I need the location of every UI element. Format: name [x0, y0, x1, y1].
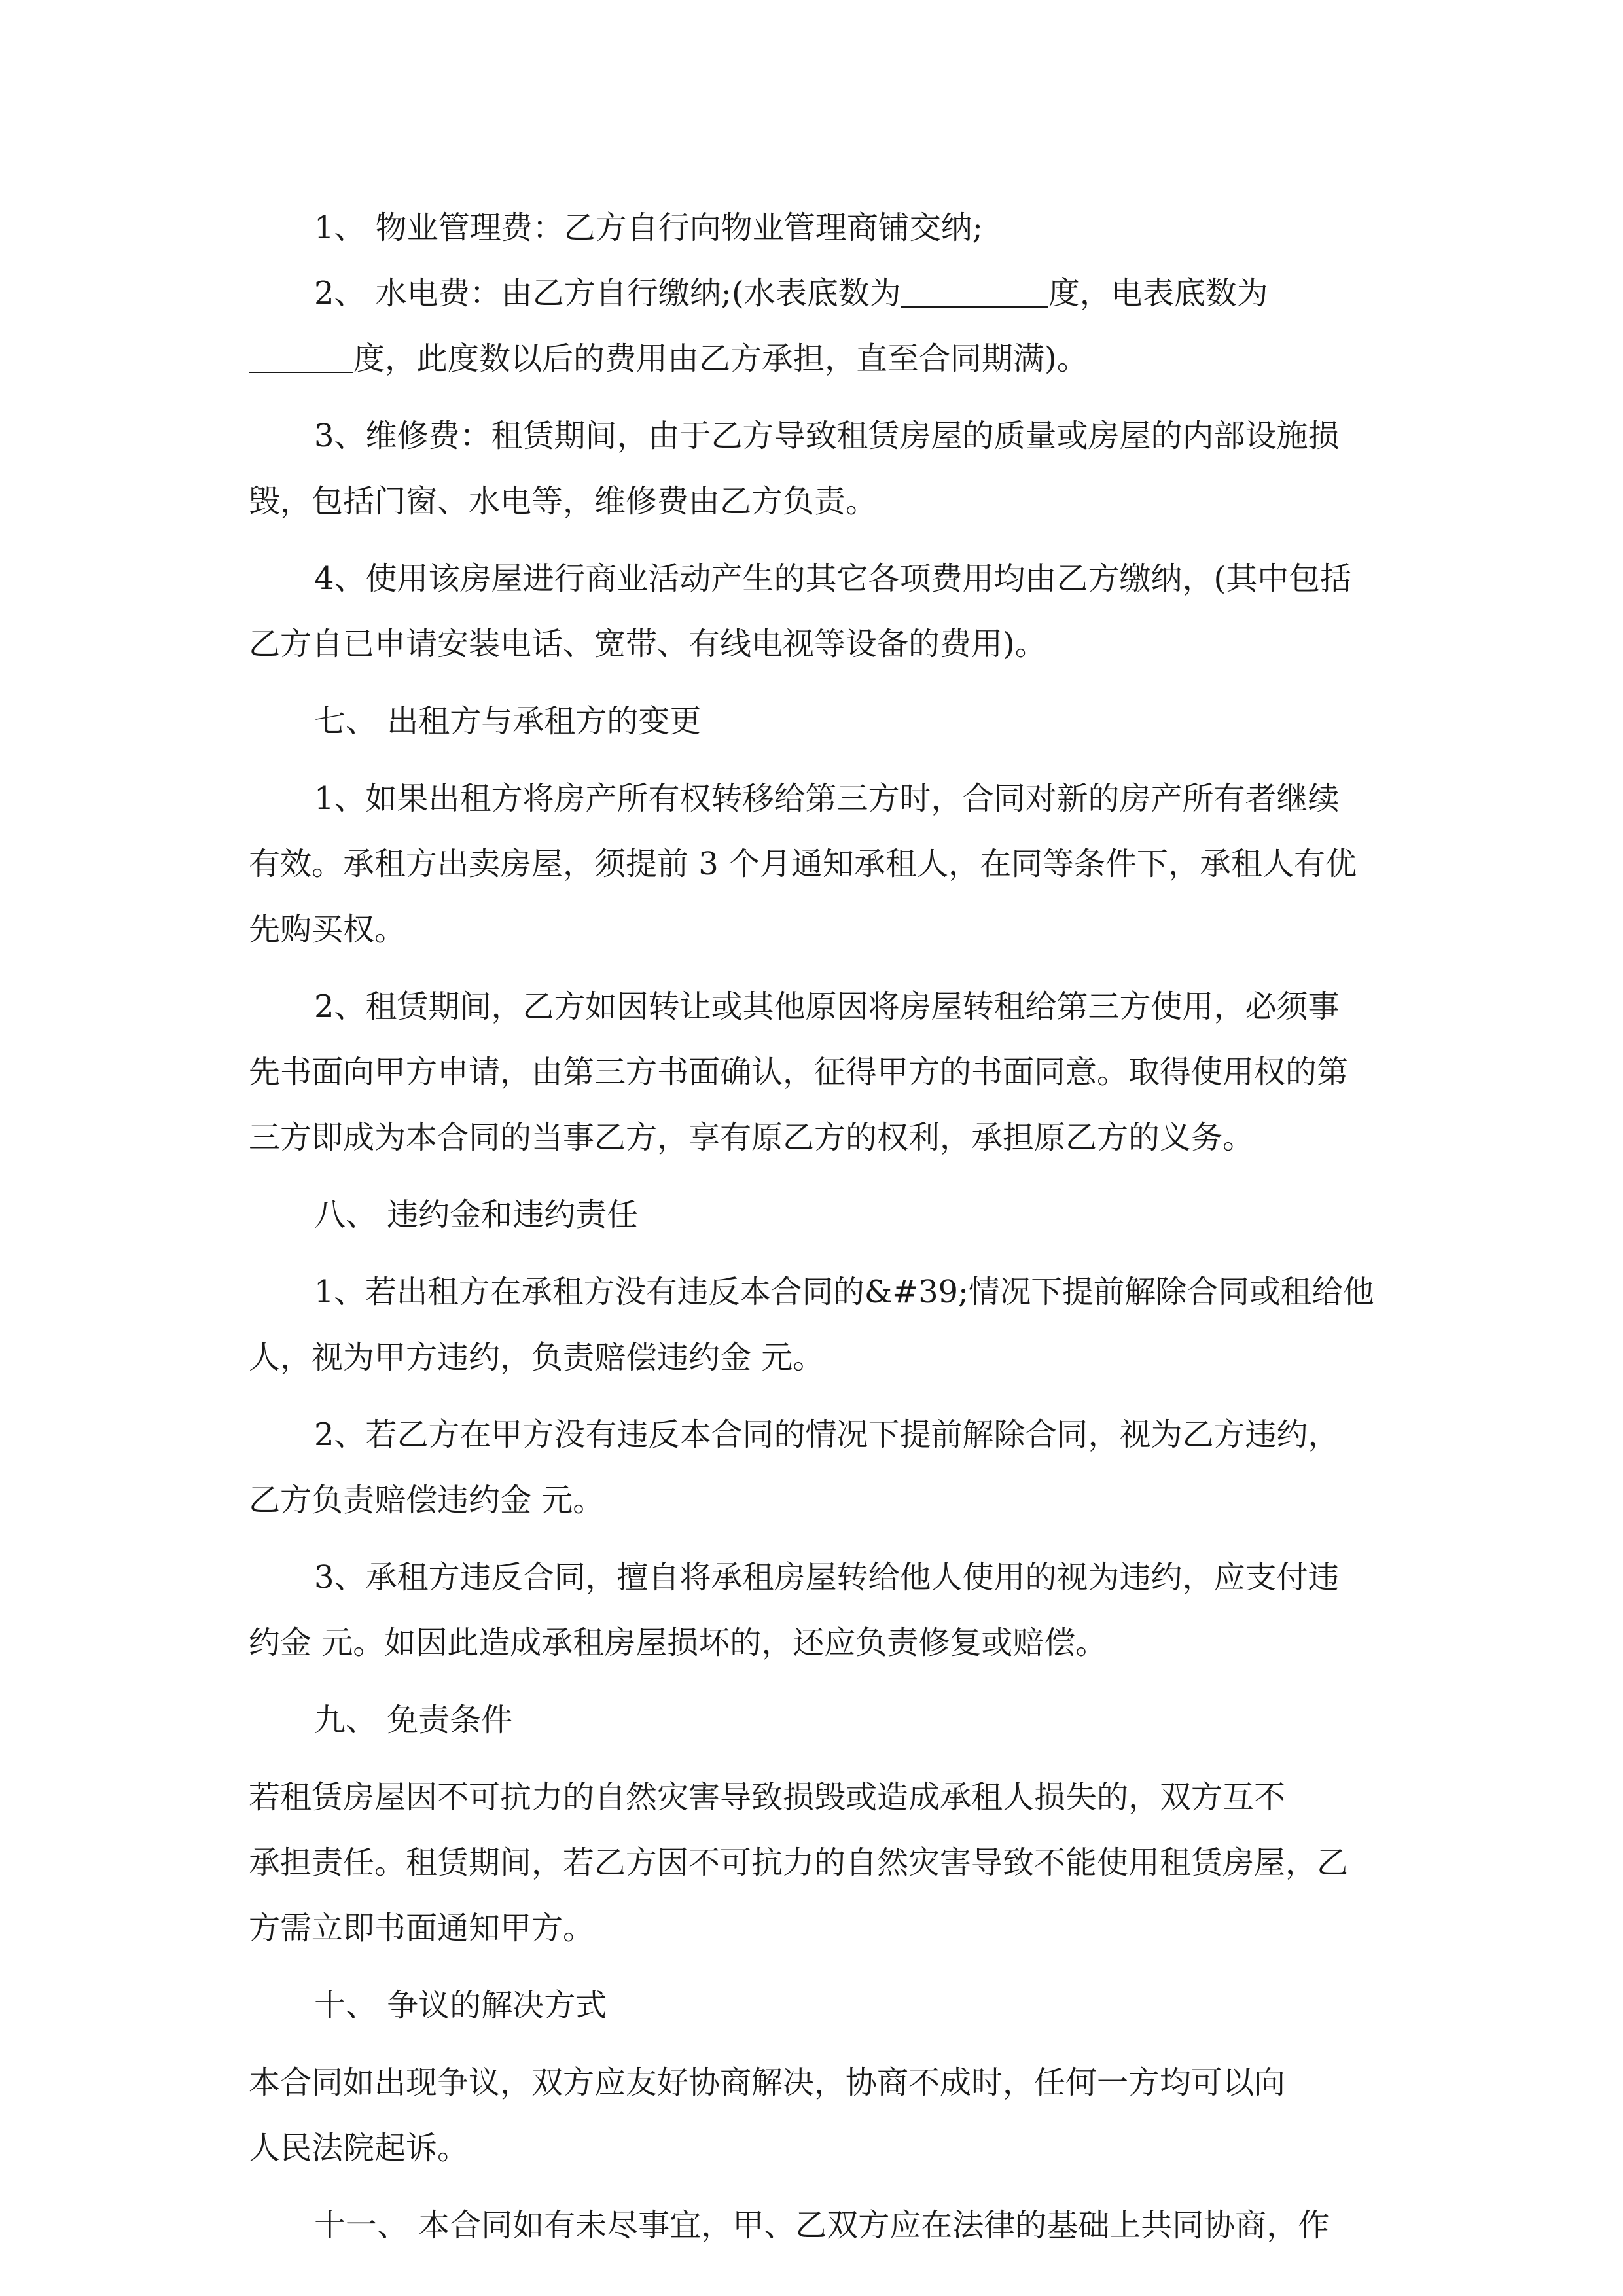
text-line-4: 3、维修费：租赁期间，由于乙方导致租赁房屋的质量或房屋的内部设施损 — [314, 418, 1340, 454]
text-line-10: 有效。承租方出卖房屋，须提前 3 个月通知承租人，在同等条件下，承租人有优 — [249, 846, 1357, 882]
text-line-9: 1、如果出租方将房产所有权转移给第三方时，合同对新的房产所有者继续 — [314, 780, 1340, 817]
text-line-2-part-b: 度，电表底数为 — [1048, 275, 1268, 312]
text-line-16: 1、若出租方在承租方没有违反本合同的&#39;情况下提前解除合同或租给他 — [314, 1274, 1374, 1310]
text-line-7: 乙方自已申请安装电话、宽带、有线电视等设备的费用)。 — [249, 626, 1046, 662]
text-line-11: 先购买权。 — [249, 911, 406, 948]
text-line-2-part: 2、 水电费：由乙方自行缴纳;(水表底数为 — [314, 275, 901, 312]
section-heading-8: 八、 违约金和违约责任 — [314, 1196, 639, 1233]
text-line-21: 约金 元。如因此造成承租房屋损坏的，还应负责修复或赔偿。 — [249, 1624, 1107, 1661]
text-line-18: 2、若乙方在甲方没有违反本合同的情况下提前解除合同，视为乙方违约， — [314, 1416, 1340, 1453]
section-heading-9: 九、 免责条件 — [314, 1702, 513, 1738]
text-line-29: 十一、 本合同如有未尽事宜，甲、乙双方应在法律的基础上共同协商，作 — [314, 2207, 1330, 2244]
text-line-2 — [314, 274, 1374, 313]
text-line-5: 毁，包括门窗、水电等，维修费由乙方负责。 — [249, 483, 878, 520]
electric-meter-blank — [249, 346, 353, 373]
text-line-20: 3、承租方违反合同，擅自将承租房屋转给他人使用的视为违约，应支付违 — [314, 1559, 1340, 1596]
text-line-27: 本合同如出现争议，双方应友好协商解决，协商不成时，任何一方均可以向 — [249, 2064, 1286, 2101]
text-line-17: 人，视为甲方违约，负责赔偿违约金 元。 — [249, 1339, 825, 1376]
text-line-23: 若租赁房屋因不可抗力的自然灾害导致损毁或造成承租人损失的，双方互不 — [249, 1779, 1286, 1816]
text-line-19: 乙方负责赔偿违约金 元。 — [249, 1482, 605, 1518]
text-line-25: 方需立即书面通知甲方。 — [249, 1910, 595, 1946]
text-line-12: 2、租赁期间，乙方如因转让或其他原因将房屋转租给第三方使用，必须事 — [314, 988, 1340, 1025]
text-line-14: 三方即成为本合同的当事乙方，享有原乙方的权利，承担原乙方的义务。 — [249, 1119, 1255, 1156]
text-line-1: 1、 物业管理费：乙方自行向物业管理商铺交纳; — [314, 209, 983, 246]
text-line-3 — [249, 339, 1088, 378]
text-line-3-text: 度，此度数以后的费用由乙方承担，直至合同期满)。 — [353, 340, 1088, 377]
water-meter-blank — [901, 280, 1048, 308]
section-heading-7: 七、 出租方与承租方的变更 — [314, 703, 702, 740]
text-line-6: 4、使用该房屋进行商业活动产生的其它各项费用均由乙方缴纳，(其中包括 — [314, 560, 1352, 597]
text-line-13: 先书面向甲方申请，由第三方书面确认，征得甲方的书面同意。取得使用权的第 — [249, 1054, 1349, 1090]
text-line-28: 人民法院起诉。 — [249, 2130, 469, 2166]
section-heading-10: 十、 争议的解决方式 — [314, 1987, 607, 2024]
text-line-24: 承担责任。租赁期间，若乙方因不可抗力的自然灾害导致不能使用租赁房屋，乙 — [249, 1844, 1349, 1881]
